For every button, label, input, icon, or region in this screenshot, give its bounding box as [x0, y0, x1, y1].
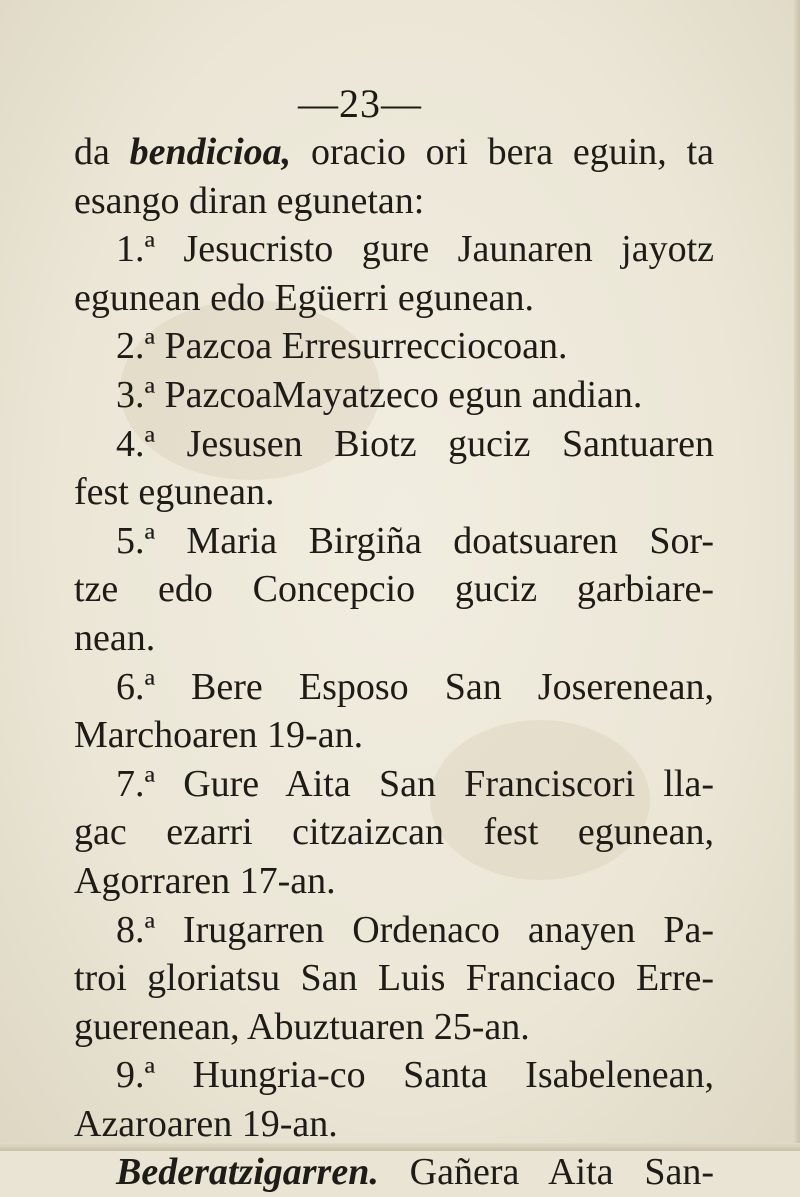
page-number: —23—	[298, 81, 422, 126]
line-text: 6.ª Bere Esposo San Joserenean,	[116, 665, 714, 708]
text-line	[74, 1051, 714, 1100]
line-text: 3.ª PazcoaMayatzeco egun andian.	[116, 373, 643, 416]
text-line	[74, 225, 714, 274]
line-text: Agorraren 17-an.	[74, 859, 336, 902]
text-line	[74, 517, 714, 566]
text-line	[74, 760, 714, 809]
text-line	[74, 420, 714, 469]
line-text: nean.	[74, 616, 156, 659]
text-line	[74, 1148, 714, 1197]
text-line	[74, 857, 714, 906]
line-text: tze edo Concepcio guciz garbiare-	[74, 568, 714, 611]
line-text: Marchoaren 19-an.	[74, 714, 364, 757]
text-line	[74, 614, 714, 663]
text-line	[74, 468, 714, 517]
line-text: Gañera Aita San-	[378, 1151, 714, 1194]
text-line	[74, 808, 714, 857]
line-text: esango diran egunetan:	[74, 179, 425, 222]
line-text: 7.ª Gure Aita San Franciscori lla-	[116, 762, 714, 805]
text-line	[74, 906, 714, 955]
text-line	[74, 322, 714, 371]
line-text: Azaroaren 19-an.	[74, 1102, 338, 1145]
text-line	[74, 663, 714, 712]
line-text: 9.ª Hungria-co Santa Isabelenean,	[116, 1054, 714, 1097]
line-text: egunean edo Egüerri egunean.	[74, 276, 535, 319]
line-text: 1.ª Jesucristo gure Jaunaren jayotz	[116, 228, 714, 271]
text-line	[74, 1100, 714, 1149]
italic-text: bendicioa,	[129, 131, 292, 173]
text-line	[74, 954, 714, 1003]
text-line	[74, 371, 714, 420]
text-line	[74, 565, 714, 614]
line-text: da	[74, 131, 130, 173]
text-line	[74, 711, 714, 760]
line-text: oracio ori bera eguin, ta	[291, 131, 715, 173]
text-line	[74, 274, 714, 323]
line-text: 5.ª Maria Birgiña doatsuaren Sor-	[116, 519, 714, 562]
line-text: 4.ª Jesusen Biotz guciz Santuaren	[116, 422, 714, 465]
line-text: guerenean, Abuztuaren 25-an.	[74, 1005, 530, 1048]
line-text: troi gloriatsu San Luis Franciaco Erre-	[74, 957, 714, 1000]
line-text: 8.ª Irugarren Ordenaco anayen Pa-	[116, 908, 714, 951]
page-edge-right	[794, 0, 800, 1151]
italic-text: Bederatzigarren.	[116, 1151, 379, 1194]
text-line	[74, 128, 714, 177]
line-text: gac ezarri citzaizcan fest egunean,	[74, 811, 714, 854]
text-line	[74, 1003, 714, 1052]
line-text: fest egunean.	[74, 471, 275, 514]
line-text: 2.ª Pazcoa Erresurrecciocoan.	[116, 325, 568, 368]
text-line	[74, 177, 714, 226]
body-text	[74, 128, 714, 1197]
